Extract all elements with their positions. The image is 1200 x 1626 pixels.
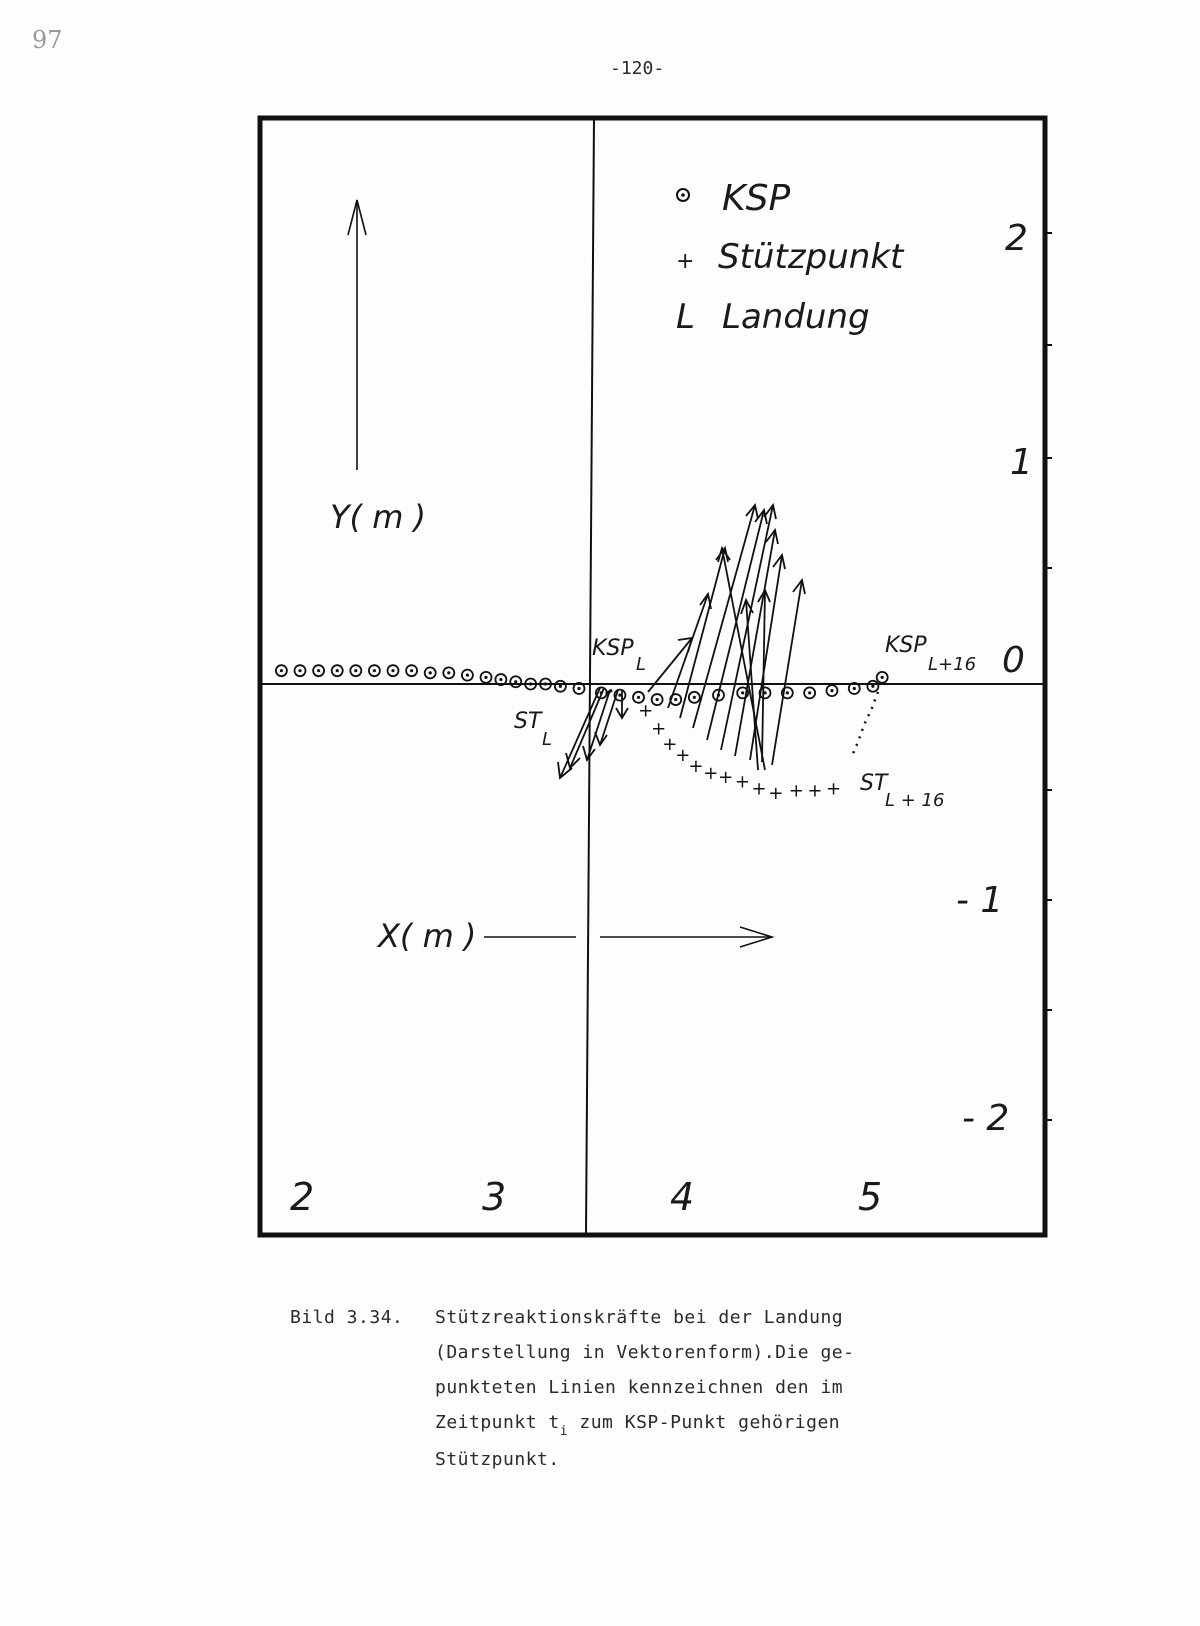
ksp-point xyxy=(826,685,837,696)
ksp-point xyxy=(406,665,417,676)
y-tick-label-neg2: - 2 xyxy=(962,1098,1010,1139)
caption-line-4 xyxy=(290,1405,990,1442)
legend-landung-label: Landung xyxy=(722,297,870,337)
annotation-ksp-l: KSP xyxy=(592,636,634,661)
x-tick-label-3: 3 xyxy=(482,1175,507,1219)
ksp-point xyxy=(313,665,324,676)
ksp-point xyxy=(350,665,361,676)
stuetzpunkt-point: + xyxy=(638,700,654,722)
annotation-ksp-l16: KSP xyxy=(885,633,927,658)
ksp-point xyxy=(332,665,343,676)
ksp-point xyxy=(388,665,399,676)
ksp-point xyxy=(295,665,306,676)
caption-line-4-a: Zeitpunkt t xyxy=(435,1412,560,1433)
corner-note: 97 xyxy=(32,26,63,54)
y-tick-label-1: 1 xyxy=(1010,442,1033,483)
page-number: -120- xyxy=(610,58,665,79)
caption-line-4-b: zum KSP-Punkt gehörigen xyxy=(568,1412,841,1433)
legend xyxy=(676,178,905,337)
annotation-ksp-l-sub: L xyxy=(636,654,647,675)
annotation-st-l16: ST xyxy=(860,771,888,796)
y-tick-label-2: 2 xyxy=(1005,218,1028,259)
ksp-series xyxy=(276,665,888,705)
ksp-point xyxy=(443,667,454,678)
y-tick-label-0: 0 xyxy=(1002,640,1025,681)
stuetzpunkt-point: + xyxy=(734,771,750,793)
stuetzpunkt-point: + xyxy=(807,780,823,802)
legend-stuetzpunkt-label: Stützpunkt xyxy=(718,237,904,277)
stuetzpunkt-point: + xyxy=(651,718,667,740)
ksp-point xyxy=(652,694,663,705)
stuetzpunkt-series xyxy=(638,701,841,804)
stuetzpunkt-point: + xyxy=(825,778,842,800)
annotation-st-l16-sub: L + 16 xyxy=(885,790,945,811)
y-axis-line xyxy=(586,118,594,1235)
annotation-st-l-sub: L xyxy=(542,729,553,750)
figure-caption xyxy=(290,1300,990,1477)
stuetzpunkt-point: + xyxy=(688,756,704,778)
ksp-point xyxy=(804,687,815,698)
ksp-point xyxy=(689,692,700,703)
caption-line-4-sub: i xyxy=(559,1424,569,1439)
ksp-point xyxy=(867,681,878,692)
caption-line-2: (Darstellung in Vektorenform).Die ge- xyxy=(435,1342,855,1363)
legend-ksp-label: KSP xyxy=(722,178,791,219)
legend-landung-symbol: L xyxy=(676,297,695,337)
annotation-st-l: ST xyxy=(514,709,542,734)
ksp-point xyxy=(369,665,380,676)
x-tick-label-2: 2 xyxy=(290,1175,315,1219)
stuetzpunkt-point: + xyxy=(788,780,804,802)
ksp-point xyxy=(462,670,473,681)
dotted-link-line xyxy=(852,692,878,756)
ksp-point xyxy=(510,676,521,687)
x-tick-label-5: 5 xyxy=(858,1175,883,1219)
ksp-point xyxy=(481,672,492,683)
annotation-ksp-l16-sub: L+16 xyxy=(928,654,977,675)
y-axis-label: Y( m ) xyxy=(330,498,427,536)
stuetzpunkt-point: + xyxy=(662,733,678,755)
x-axis-label: X( m ) xyxy=(378,917,477,955)
ksp-point xyxy=(276,665,287,676)
ksp-point xyxy=(555,681,566,692)
caption-line-5: Stützpunkt. xyxy=(435,1449,560,1470)
caption-line-3: punkteten Linien kennzeichnen den im xyxy=(435,1377,844,1398)
stuetzpunkt-point: + xyxy=(751,778,767,800)
caption-line-1: Stützreaktionskräfte bei der Landung xyxy=(435,1307,844,1328)
stuetzpunkt-point: + xyxy=(718,767,734,789)
caption-label: Bild 3.34. xyxy=(290,1307,404,1328)
plot-frame xyxy=(260,118,1045,1235)
legend-stuetzpunkt-icon: + xyxy=(676,249,695,274)
ksp-point xyxy=(877,672,888,683)
x-tick-label-4: 4 xyxy=(670,1175,695,1219)
stuetzpunkt-point: + xyxy=(675,745,691,767)
stuetzpunkt-point: + xyxy=(768,782,784,804)
ksp-point xyxy=(425,667,436,678)
stuetzpunkt-point: + xyxy=(703,762,719,784)
y-tick-label-neg1: - 1 xyxy=(956,880,1004,921)
